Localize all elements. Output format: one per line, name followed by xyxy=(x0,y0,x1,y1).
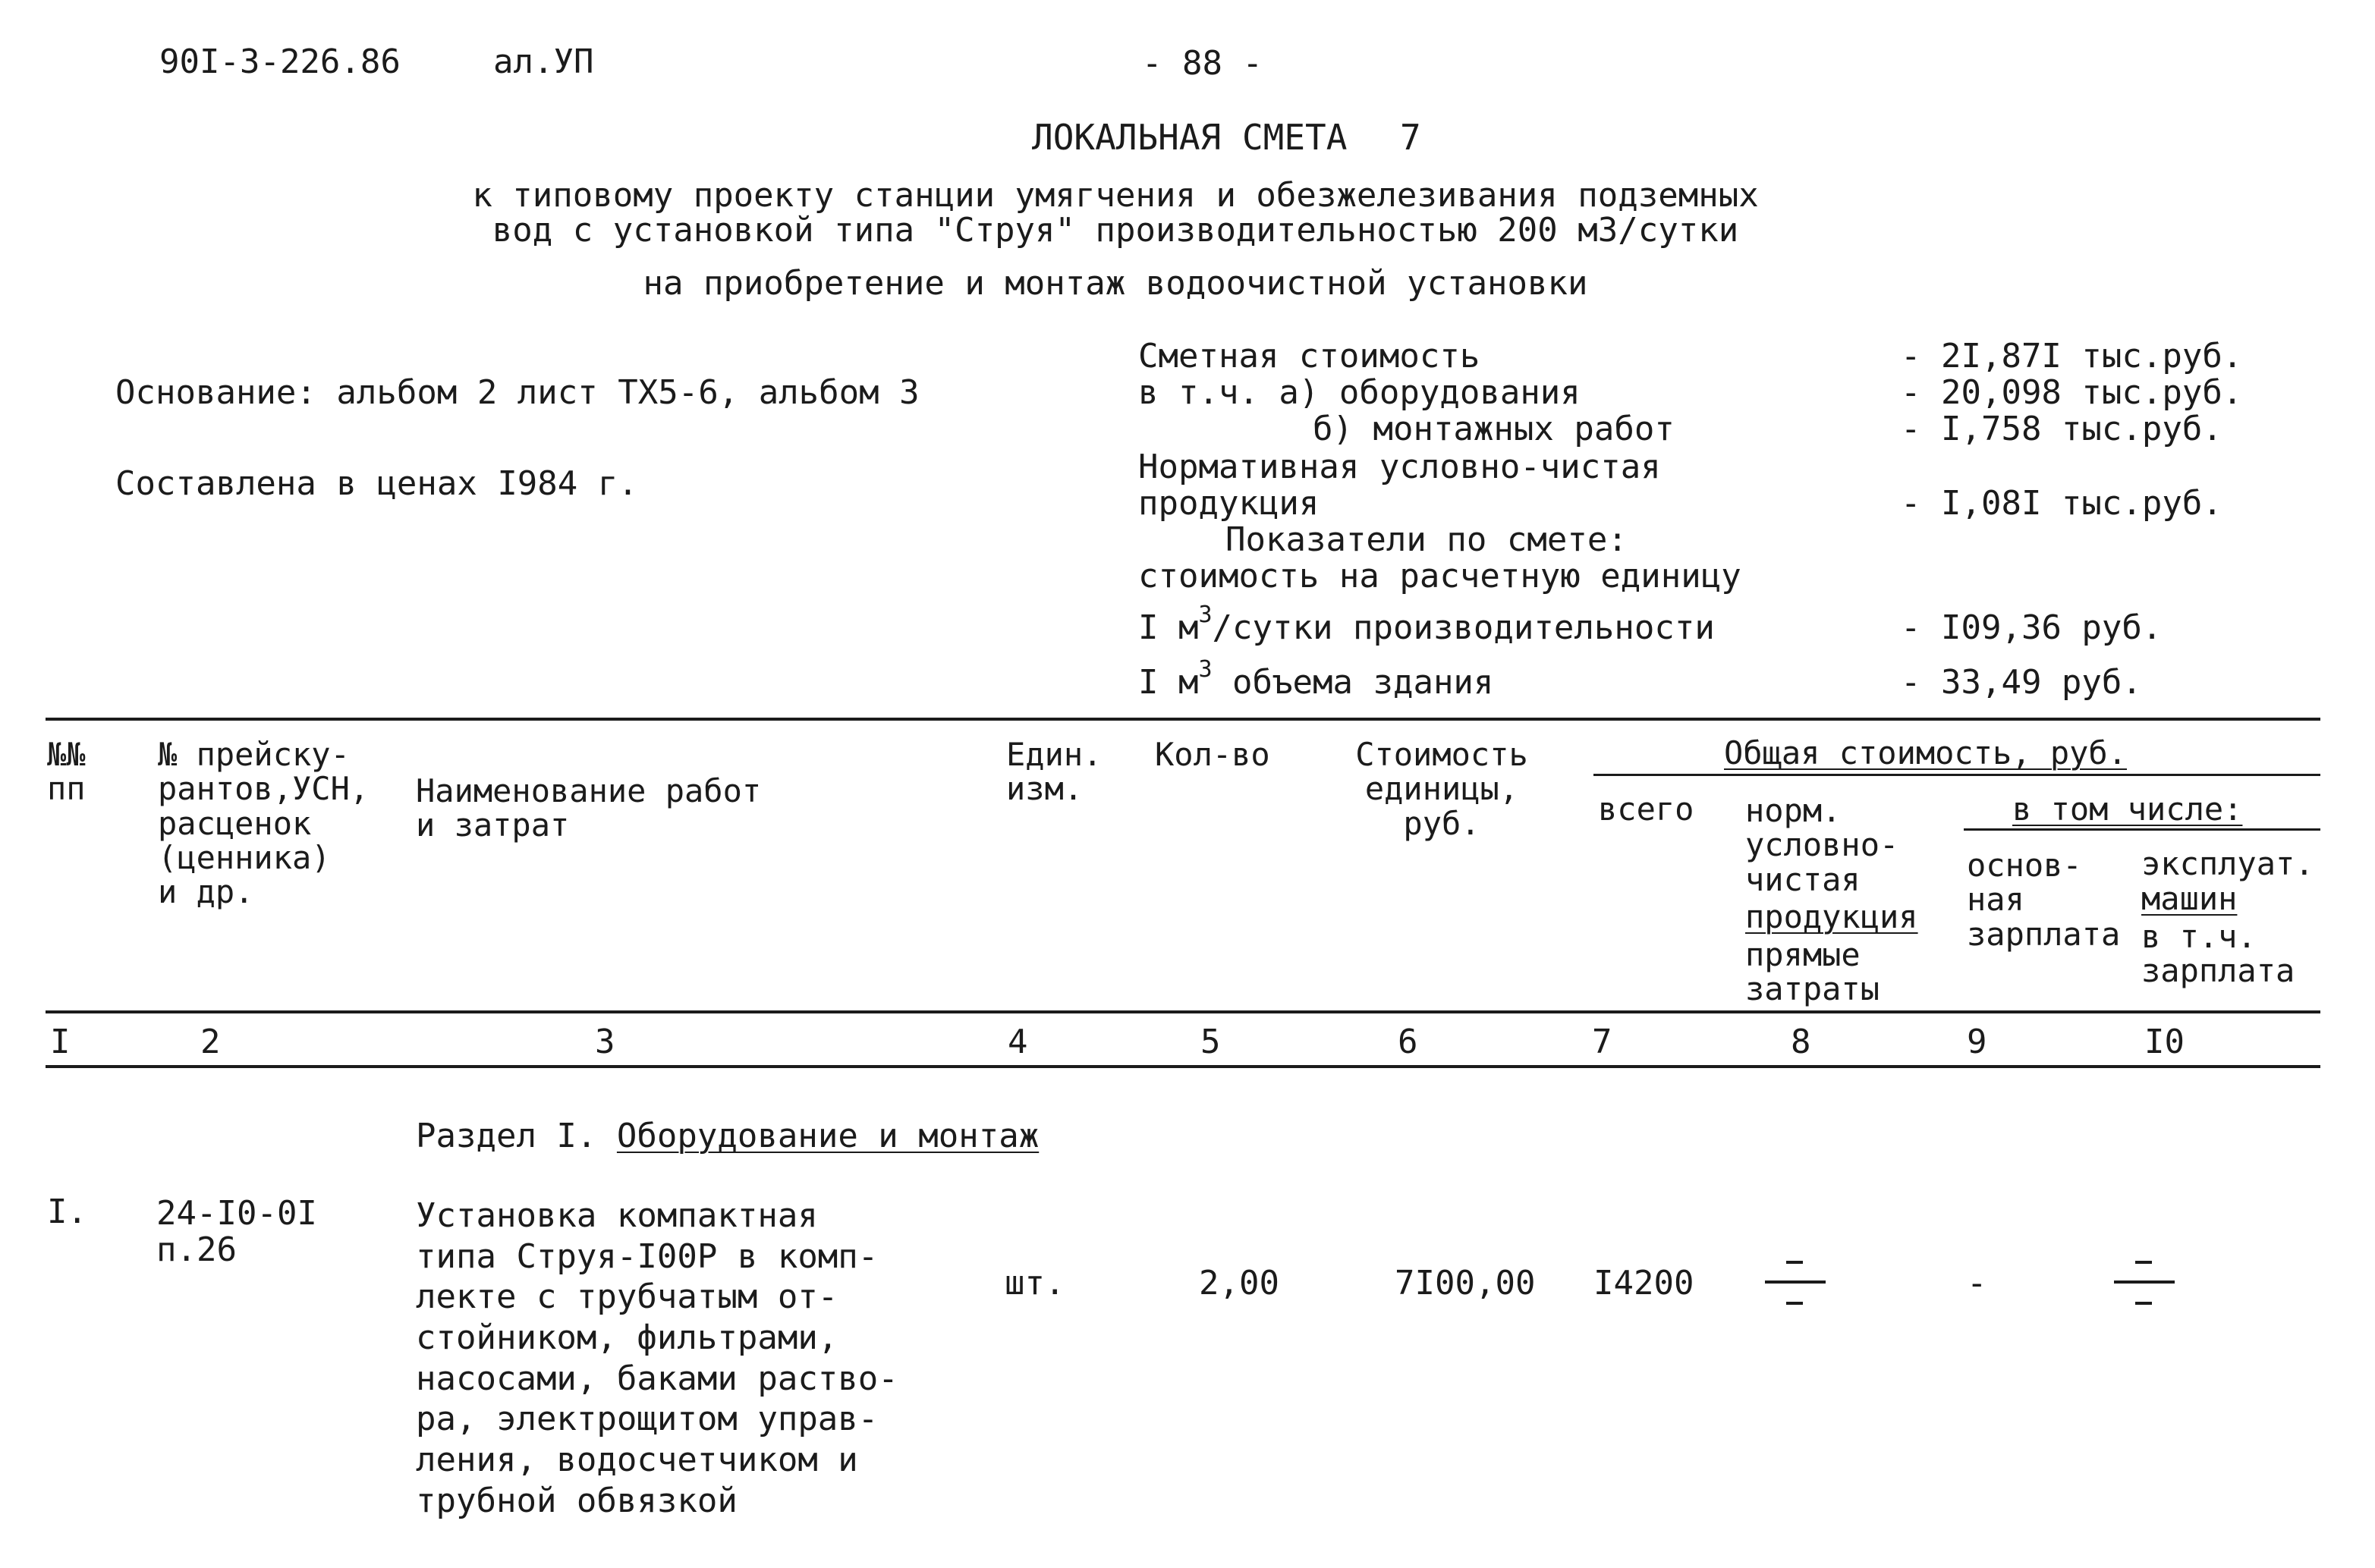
estimate-number: 7 xyxy=(1400,117,1421,158)
cost-label: Сметная стоимость xyxy=(1138,337,1480,376)
norm-value: - I,08I тыс.руб. xyxy=(1901,484,2222,523)
plus-minus-dash-icon xyxy=(1765,1261,1826,1306)
col-number: 2 xyxy=(200,1023,221,1061)
row-code: 24-I0-0I п.26 xyxy=(156,1194,317,1269)
table-top-rule xyxy=(46,718,2320,721)
header-col-3: Наименование работ и затрат xyxy=(416,772,762,844)
header-col-6: Стоимость единицы, руб. xyxy=(1355,736,1528,842)
col-number: I0 xyxy=(2144,1023,2185,1061)
plus-minus-dash-icon xyxy=(2114,1261,2175,1306)
header-incl-group: в том числе: xyxy=(2012,790,2243,828)
per-m3-day-value: - I09,36 руб. xyxy=(1901,608,2163,647)
incl-a-value: - 20,098 тыс.руб. xyxy=(1901,373,2243,412)
header-col-10-c: в т.ч. зарплата xyxy=(2141,918,2295,990)
col-number: 3 xyxy=(595,1023,615,1061)
col-number: 4 xyxy=(1008,1023,1028,1061)
header-bottom-rule xyxy=(46,1010,2320,1013)
col-number: I xyxy=(50,1023,71,1061)
col-number: 7 xyxy=(1592,1023,1612,1061)
header-col-2: № прейску- рантов,УСН, расценок (ценника) и др. xyxy=(158,736,370,911)
col-number: 5 xyxy=(1200,1023,1221,1061)
cost-value: - 2I,87I тыс.руб. xyxy=(1901,337,2243,376)
row-total: I4200 xyxy=(1593,1264,1694,1302)
row-unit-cost: 7I00,00 xyxy=(1395,1264,1536,1302)
per-m3-day-label: I $м^3$/сутки производительности xyxy=(1138,602,1715,647)
per-m3-vol-label: I $м^3$ объема здания xyxy=(1138,656,1494,702)
header-col-4: Един. изм. xyxy=(1006,736,1103,808)
album-label: ал.УП xyxy=(493,42,594,81)
header-col-5: Кол-во xyxy=(1155,736,1270,773)
row-col9: - xyxy=(1967,1264,1987,1302)
section-heading: Раздел I. Оборудование и монтаж xyxy=(416,1117,1040,1155)
header-col-1: №№ пп xyxy=(47,736,86,808)
header-col-9: основ- ная зарплата xyxy=(1967,847,2121,953)
incl-a-label: в т.ч. а) оборудования xyxy=(1138,373,1581,412)
indicators-label: Показатели по смете: xyxy=(1225,520,1628,559)
basis-text: Основание: альбом 2 лист ТХ5-6, альбом 3 xyxy=(115,373,920,412)
row-qty: 2,00 xyxy=(1199,1264,1279,1302)
row-num: I. xyxy=(47,1192,87,1231)
header-col-8-c: прямые затраты xyxy=(1745,936,1880,1008)
doc-code: 90I-3-226.86 xyxy=(159,42,401,81)
header-col-10-b: машин xyxy=(2141,880,2238,917)
title-line-3: на приобретение и монтаж водоочистной установки xyxy=(643,264,1588,303)
incl-group-rule xyxy=(1964,828,2320,831)
total-group-rule xyxy=(1593,774,2320,776)
prices-text: Составлена в ценах I984 г. xyxy=(115,464,638,503)
incl-b-value: - I,758 тыс.руб. xyxy=(1901,410,2222,448)
col-numbers-rule xyxy=(46,1065,2320,1068)
header-total-group: Общая стоимость, руб. xyxy=(1724,734,2128,771)
title-line-1: к типовому проекту станции умягчения и обезжелезивания подземных xyxy=(472,176,1759,215)
unit-cost-label: стоимость на расчетную единицу xyxy=(1138,557,1741,595)
incl-b-label: б) монтажных работ xyxy=(1313,410,1675,448)
header-col-10-a: эксплуат. xyxy=(2141,845,2314,882)
header-col-7: всего xyxy=(1598,790,1694,828)
per-m3-vol-value: - 33,49 руб. xyxy=(1901,663,2142,702)
norm-label-1: Нормативная условно-чистая xyxy=(1138,448,1661,486)
row-name: Установка компактная типа Струя-I00Р в комп- лекте с трубчатым от- стойником, фильтрами, насосами, баками раство- ра, электрощитом управ- ления, водосчетчиком и трубной обвязкой xyxy=(416,1196,898,1520)
page-number: - 88 - xyxy=(1142,44,1263,83)
row-unit: шт. xyxy=(1005,1264,1065,1302)
col-number: 8 xyxy=(1791,1023,1811,1061)
col-number: 9 xyxy=(1967,1023,1987,1061)
norm-label-2: продукция xyxy=(1138,484,1320,523)
title-line-2: вод с установкой типа "Струя" производительностью 200 м3/сутки xyxy=(492,211,1739,250)
doc-title: ЛОКАЛЬНАЯ СМЕТА xyxy=(1032,117,1348,158)
header-col-8-a: норм. условно- чистая xyxy=(1745,792,1899,898)
col-number: 6 xyxy=(1398,1023,1418,1061)
header-col-8-b: продукция xyxy=(1745,898,1918,935)
